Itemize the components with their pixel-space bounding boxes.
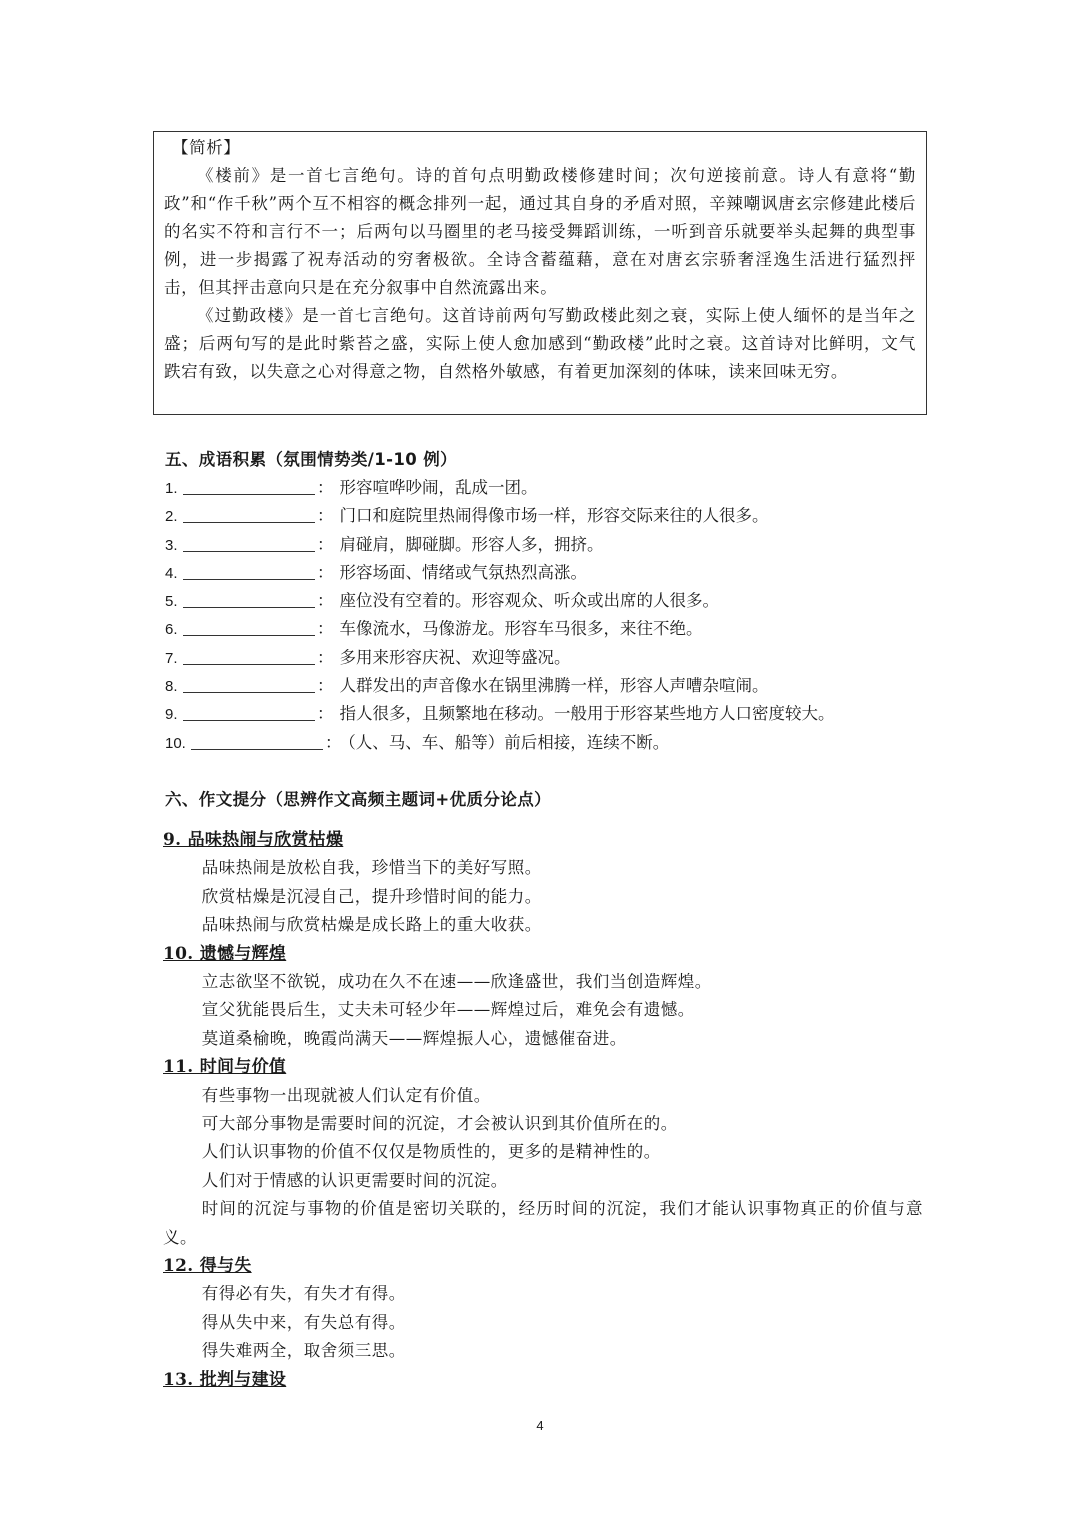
list-item: 7. ： 多用来形容庆祝、欢迎等盛况。 xyxy=(165,644,925,672)
list-item: 1. ： 形容喧哗吵闹，乱成一团。 xyxy=(165,474,925,502)
item-number: 2. xyxy=(165,508,178,526)
item-number: 5. xyxy=(165,593,178,611)
item-number: 7. xyxy=(165,649,178,667)
idiom-definition: 形容场面、情绪或气氛热烈高涨。 xyxy=(339,562,587,582)
topic-line: 人们认识事物的价值不仅仅是物质性的，更多的是精神性的。 xyxy=(201,1142,661,1162)
item-number: 6. xyxy=(165,621,178,639)
list-item: 4. ： 形容场面、情绪或气氛热烈高涨。 xyxy=(165,559,925,587)
item-number: 3. xyxy=(165,536,178,554)
topic-line: 欣赏枯燥是沉浸自己，提升珍惜时间的能力。 xyxy=(201,886,542,906)
topic-line: 人们对于情感的认识更需要时间的沉淀。 xyxy=(201,1170,508,1190)
topic-line: 宣父犹能畏后生，丈夫未可轻少年——辉煌过后，难免会有遗憾。 xyxy=(201,1000,695,1020)
answer-blank[interactable] xyxy=(183,616,315,636)
topic-line: 有些事物一出现就被人们认定有价值。 xyxy=(201,1085,491,1105)
topic-line: 得失难两全，取舍须三思。 xyxy=(201,1341,406,1361)
topic-title: 9. 品味热闹与欣赏枯燥 xyxy=(163,830,344,850)
topic-line: 有得必有失，有失才有得。 xyxy=(201,1284,406,1304)
idiom-definition: 门口和庭院里热闹得像市场一样，形容交际来往的人很多。 xyxy=(339,506,769,526)
answer-blank[interactable] xyxy=(183,475,315,495)
list-item: 8. ： 人群发出的声音像水在锅里沸腾一样，形容人声嘈杂喧闹。 xyxy=(165,672,925,700)
topic-line: 品味热闹是放松自我，珍惜当下的美好写照。 xyxy=(201,858,542,878)
section-title-essay: 六、作文提分（思辨作文高频主题词+优质分论点） xyxy=(165,790,552,809)
item-number: 4. xyxy=(165,564,178,582)
answer-blank[interactable] xyxy=(183,701,315,721)
idiom-definition: 肩碰肩，脚碰脚。形容人多，拥挤。 xyxy=(339,534,604,554)
answer-blank[interactable] xyxy=(183,532,315,552)
list-item: 5. ： 座位没有空着的。形容观众、听众或出席的人很多。 xyxy=(165,587,925,615)
section-title-idioms: 五、成语积累（氛围情势类/1-10 例） xyxy=(165,450,458,469)
list-item: 2. ： 门口和庭院里热闹得像市场一样，形容交际来往的人很多。 xyxy=(165,502,925,530)
idiom-definition: 车像流水，马像游龙。形容车马很多，来往不绝。 xyxy=(339,619,703,639)
answer-blank[interactable] xyxy=(183,673,315,693)
page-number: 4 xyxy=(536,1418,544,1433)
answer-blank[interactable] xyxy=(183,503,315,523)
topic-line: 品味热闹与欣赏枯燥是成长路上的重大收获。 xyxy=(201,915,542,935)
idiom-definition: 多用来形容庆祝、欢迎等盛况。 xyxy=(339,647,571,667)
topic-line: 立志欲坚不欲锐，成功在久不在速——欣逢盛世，我们当创造辉煌。 xyxy=(201,972,712,991)
list-item: 3. ： 肩碰肩，脚碰脚。形容人多，拥挤。 xyxy=(165,531,925,559)
analysis-paragraph: 《过勤政楼》是一首七言绝句。这首诗前两句写勤政楼此刻之衰，实际上使人缅怀的是当年之盛；后两句写的是此时紫苔之盛，实际上使人愈加感到“勤政楼”此时之衰。这首诗对比鲜明，文气跌宕有致，以失意之心对得意之物，自然格外敏感，有着更加深刻的体味，读来回味无穷。 xyxy=(164,306,916,381)
list-item: 9. ： 指人很多，且频繁地在移动。一般用于形容某些地方人口密度较大。 xyxy=(165,700,925,728)
topic-title: 10. 遗憾与辉煌 xyxy=(163,943,287,964)
topic-line: 时间的沉淀与事物的价值是密切关联的，经历时间的沉淀，我们才能认识事物真正的价值与意义。 xyxy=(163,1199,923,1247)
item-number: 1. xyxy=(165,480,178,497)
idiom-definition: 指人很多，且频繁地在移动。一般用于形容某些地方人口密度较大。 xyxy=(339,704,835,724)
list-item: 10. ： （人、马、车、船等）前后相接，连续不断。 xyxy=(165,729,925,757)
topic-title: 13. 批判与建设 xyxy=(163,1369,287,1390)
idiom-definition: 形容喧哗吵闹，乱成一团。 xyxy=(339,478,538,497)
answer-blank[interactable] xyxy=(183,645,315,665)
idiom-definition: 座位没有空着的。形容观众、听众或出席的人很多。 xyxy=(339,591,719,611)
item-number: 8. xyxy=(165,678,178,696)
essay-topics xyxy=(163,826,923,1394)
topic-line: 莫道桑榆晚，晚霞尚满天——辉煌振人心，遗憾催奋进。 xyxy=(201,1028,627,1048)
answer-blank[interactable] xyxy=(183,560,315,580)
analysis-label: 【简析】 xyxy=(172,138,241,157)
analysis-paragraph: 《楼前》是一首七言绝句。诗的首句点明勤政楼修建时间；次句逆接前意。诗人有意将“勤政”和“作千秋”两个互不相容的概念排列一起，通过其自身的矛盾对照，辛辣嘲讽唐玄宗修建此楼后的名实不符和言行不一；后两句以马圈里的老马接受舞蹈训练，一听到音乐就要举头起舞的典型事例，进一步揭露了祝寿活动的穷奢极欲。全诗含蓄蕴藉，意在对唐玄宗骄奢淫逸生活进行猛烈抨击，但其抨击意向只是在充分叙事中自然流露出来。 xyxy=(164,166,916,297)
idiom-definition: （人、马、车、船等）前后相接，连续不断。 xyxy=(347,732,670,752)
topic-line: 得从失中来，有失总有得。 xyxy=(201,1312,406,1332)
item-number: 10. xyxy=(165,734,186,752)
topic-title: 12. 得与失 xyxy=(163,1256,252,1277)
list-item: 6. ： 车像流水，马像游龙。形容车马很多，来往不绝。 xyxy=(165,615,925,643)
idiom-list xyxy=(165,474,925,757)
item-number: 9. xyxy=(165,706,178,724)
topic-title: 11. 时间与价值 xyxy=(163,1057,287,1078)
answer-blank[interactable] xyxy=(191,730,323,750)
topic-line: 可大部分事物是需要时间的沉淀，才会被认识到其价值所在的。 xyxy=(201,1114,678,1134)
answer-blank[interactable] xyxy=(183,588,315,608)
idiom-definition: 人群发出的声音像水在锅里沸腾一样，形容人声嘈杂喧闹。 xyxy=(339,676,769,696)
analysis-box xyxy=(153,131,927,415)
